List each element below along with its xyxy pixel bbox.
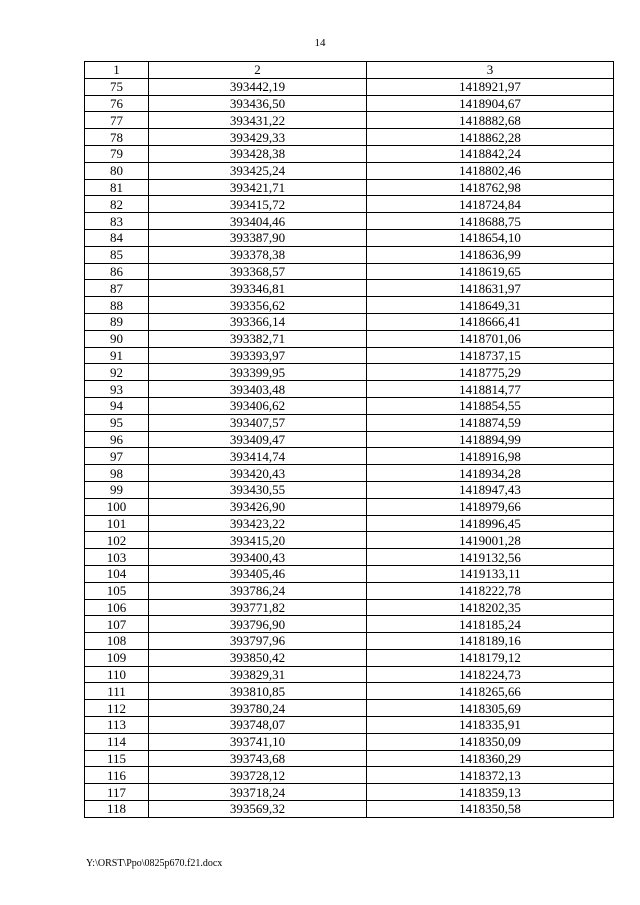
point-number-cell: 117 — [85, 784, 149, 801]
header-cell-1: 1 — [85, 62, 149, 79]
x-coordinate-cell: 393356,62 — [149, 297, 367, 314]
table-row — [85, 129, 614, 146]
y-coordinate-cell: 1418185,24 — [367, 616, 614, 633]
point-number-cell: 83 — [85, 213, 149, 230]
point-number-cell: 118 — [85, 801, 149, 818]
x-coordinate-cell: 393426,90 — [149, 498, 367, 515]
x-coordinate-cell: 393393,97 — [149, 347, 367, 364]
point-number-cell: 109 — [85, 649, 149, 666]
point-number-cell: 98 — [85, 465, 149, 482]
x-coordinate-cell: 393415,20 — [149, 532, 367, 549]
point-number-cell: 92 — [85, 364, 149, 381]
x-coordinate-cell: 393850,42 — [149, 649, 367, 666]
table-row — [85, 364, 614, 381]
y-coordinate-cell: 1418921,97 — [367, 78, 614, 95]
table-row — [85, 649, 614, 666]
table-row — [85, 347, 614, 364]
y-coordinate-cell: 1418701,06 — [367, 330, 614, 347]
table-row — [85, 599, 614, 616]
point-number-cell: 116 — [85, 767, 149, 784]
x-coordinate-cell: 393797,96 — [149, 633, 367, 650]
table-row — [85, 397, 614, 414]
y-coordinate-cell: 1418904,67 — [367, 95, 614, 112]
point-number-cell: 106 — [85, 599, 149, 616]
x-coordinate-cell: 393420,43 — [149, 465, 367, 482]
y-coordinate-cell: 1418649,31 — [367, 297, 614, 314]
y-coordinate-cell: 1418222,78 — [367, 582, 614, 599]
y-coordinate-cell: 1418335,91 — [367, 717, 614, 734]
y-coordinate-cell: 1418947,43 — [367, 481, 614, 498]
y-coordinate-cell: 1418842,24 — [367, 145, 614, 162]
point-number-cell: 86 — [85, 263, 149, 280]
y-coordinate-cell: 1418724,84 — [367, 196, 614, 213]
x-coordinate-cell: 393436,50 — [149, 95, 367, 112]
x-coordinate-cell: 393810,85 — [149, 683, 367, 700]
table-row — [85, 582, 614, 599]
table-row — [85, 213, 614, 230]
point-number-cell: 93 — [85, 381, 149, 398]
table-row — [85, 162, 614, 179]
table-row — [85, 196, 614, 213]
x-coordinate-cell: 393796,90 — [149, 616, 367, 633]
y-coordinate-cell: 1419133,11 — [367, 565, 614, 582]
table-row — [85, 313, 614, 330]
table-row — [85, 767, 614, 784]
point-number-cell: 104 — [85, 565, 149, 582]
point-number-cell: 105 — [85, 582, 149, 599]
table-row — [85, 297, 614, 314]
point-number-cell: 90 — [85, 330, 149, 347]
y-coordinate-cell: 1418636,99 — [367, 246, 614, 263]
point-number-cell: 115 — [85, 750, 149, 767]
point-number-cell: 112 — [85, 700, 149, 717]
y-coordinate-cell: 1419132,56 — [367, 549, 614, 566]
x-coordinate-cell: 393366,14 — [149, 313, 367, 330]
y-coordinate-cell: 1418737,15 — [367, 347, 614, 364]
table-row — [85, 330, 614, 347]
point-number-cell: 78 — [85, 129, 149, 146]
x-coordinate-cell: 393442,19 — [149, 78, 367, 95]
point-number-cell: 89 — [85, 313, 149, 330]
table-row — [85, 532, 614, 549]
y-coordinate-cell: 1418360,29 — [367, 750, 614, 767]
y-coordinate-cell: 1418894,99 — [367, 431, 614, 448]
table-row — [85, 448, 614, 465]
table-row — [85, 498, 614, 515]
table-row — [85, 431, 614, 448]
y-coordinate-cell: 1418189,16 — [367, 633, 614, 650]
y-coordinate-cell: 1418916,98 — [367, 448, 614, 465]
y-coordinate-cell: 1419001,28 — [367, 532, 614, 549]
table-header-row — [85, 62, 614, 79]
table-row — [85, 263, 614, 280]
point-number-cell: 103 — [85, 549, 149, 566]
y-coordinate-cell: 1418854,55 — [367, 397, 614, 414]
point-number-cell: 76 — [85, 95, 149, 112]
x-coordinate-cell: 393387,90 — [149, 229, 367, 246]
y-coordinate-cell: 1418874,59 — [367, 414, 614, 431]
y-coordinate-cell: 1418666,41 — [367, 313, 614, 330]
x-coordinate-cell: 393414,74 — [149, 448, 367, 465]
table-row — [85, 666, 614, 683]
point-number-cell: 94 — [85, 397, 149, 414]
point-number-cell: 84 — [85, 229, 149, 246]
x-coordinate-cell: 393368,57 — [149, 263, 367, 280]
footer-file-path: Y:\ORST\Ppo\0825p670.f21.docx — [86, 858, 223, 869]
y-coordinate-cell: 1418359,13 — [367, 784, 614, 801]
x-coordinate-cell: 393743,68 — [149, 750, 367, 767]
table-row — [85, 481, 614, 498]
x-coordinate-cell: 393404,46 — [149, 213, 367, 230]
table-row — [85, 381, 614, 398]
point-number-cell: 99 — [85, 481, 149, 498]
y-coordinate-cell: 1418882,68 — [367, 112, 614, 129]
table-row — [85, 717, 614, 734]
x-coordinate-cell: 393421,71 — [149, 179, 367, 196]
x-coordinate-cell: 393405,46 — [149, 565, 367, 582]
y-coordinate-cell: 1418775,29 — [367, 364, 614, 381]
x-coordinate-cell: 393728,12 — [149, 767, 367, 784]
coordinates-table — [84, 61, 614, 818]
x-coordinate-cell: 393423,22 — [149, 515, 367, 532]
x-coordinate-cell: 393407,57 — [149, 414, 367, 431]
x-coordinate-cell: 393415,72 — [149, 196, 367, 213]
x-coordinate-cell: 393780,24 — [149, 700, 367, 717]
y-coordinate-cell: 1418862,28 — [367, 129, 614, 146]
point-number-cell: 111 — [85, 683, 149, 700]
y-coordinate-cell: 1418179,12 — [367, 649, 614, 666]
y-coordinate-cell: 1418224,73 — [367, 666, 614, 683]
point-number-cell: 81 — [85, 179, 149, 196]
point-number-cell: 88 — [85, 297, 149, 314]
point-number-cell: 79 — [85, 145, 149, 162]
table-row — [85, 633, 614, 650]
table-row — [85, 246, 614, 263]
table-row — [85, 465, 614, 482]
point-number-cell: 96 — [85, 431, 149, 448]
x-coordinate-cell: 393346,81 — [149, 280, 367, 297]
x-coordinate-cell: 393748,07 — [149, 717, 367, 734]
y-coordinate-cell: 1418619,65 — [367, 263, 614, 280]
point-number-cell: 95 — [85, 414, 149, 431]
point-number-cell: 113 — [85, 717, 149, 734]
y-coordinate-cell: 1418350,58 — [367, 801, 614, 818]
header-cell-2: 2 — [149, 62, 367, 79]
point-number-cell: 80 — [85, 162, 149, 179]
table-row — [85, 733, 614, 750]
point-number-cell: 87 — [85, 280, 149, 297]
table-row — [85, 112, 614, 129]
y-coordinate-cell: 1418202,35 — [367, 599, 614, 616]
x-coordinate-cell: 393400,43 — [149, 549, 367, 566]
y-coordinate-cell: 1418265,66 — [367, 683, 614, 700]
x-coordinate-cell: 393430,55 — [149, 481, 367, 498]
x-coordinate-cell: 393399,95 — [149, 364, 367, 381]
x-coordinate-cell: 393428,38 — [149, 145, 367, 162]
table-header — [85, 62, 614, 79]
table-row — [85, 145, 614, 162]
y-coordinate-cell: 1418802,46 — [367, 162, 614, 179]
x-coordinate-cell: 393786,24 — [149, 582, 367, 599]
y-coordinate-cell: 1418814,77 — [367, 381, 614, 398]
x-coordinate-cell: 393771,82 — [149, 599, 367, 616]
page-number: 14 — [314, 37, 326, 49]
x-coordinate-cell: 393429,33 — [149, 129, 367, 146]
x-coordinate-cell: 393741,10 — [149, 733, 367, 750]
header-cell-3: 3 — [367, 62, 614, 79]
x-coordinate-cell: 393569,32 — [149, 801, 367, 818]
y-coordinate-cell: 1418762,98 — [367, 179, 614, 196]
table-row — [85, 784, 614, 801]
x-coordinate-cell: 393425,24 — [149, 162, 367, 179]
point-number-cell: 97 — [85, 448, 149, 465]
point-number-cell: 77 — [85, 112, 149, 129]
table-row — [85, 616, 614, 633]
y-coordinate-cell: 1418372,13 — [367, 767, 614, 784]
table-row — [85, 565, 614, 582]
table-row — [85, 549, 614, 566]
point-number-cell: 82 — [85, 196, 149, 213]
table-body — [85, 78, 614, 817]
table-row — [85, 801, 614, 818]
table-row — [85, 280, 614, 297]
table-row — [85, 750, 614, 767]
point-number-cell: 100 — [85, 498, 149, 515]
x-coordinate-cell: 393378,38 — [149, 246, 367, 263]
point-number-cell: 108 — [85, 633, 149, 650]
y-coordinate-cell: 1418934,28 — [367, 465, 614, 482]
y-coordinate-cell: 1418688,75 — [367, 213, 614, 230]
y-coordinate-cell: 1418979,66 — [367, 498, 614, 515]
y-coordinate-cell: 1418631,97 — [367, 280, 614, 297]
y-coordinate-cell: 1418996,45 — [367, 515, 614, 532]
point-number-cell: 91 — [85, 347, 149, 364]
point-number-cell: 75 — [85, 78, 149, 95]
table-row — [85, 700, 614, 717]
point-number-cell: 114 — [85, 733, 149, 750]
x-coordinate-cell: 393409,47 — [149, 431, 367, 448]
x-coordinate-cell: 393406,62 — [149, 397, 367, 414]
point-number-cell: 85 — [85, 246, 149, 263]
point-number-cell: 110 — [85, 666, 149, 683]
table-row — [85, 229, 614, 246]
x-coordinate-cell: 393382,71 — [149, 330, 367, 347]
x-coordinate-cell: 393431,22 — [149, 112, 367, 129]
x-coordinate-cell: 393829,31 — [149, 666, 367, 683]
y-coordinate-cell: 1418305,69 — [367, 700, 614, 717]
table-row — [85, 179, 614, 196]
point-number-cell: 102 — [85, 532, 149, 549]
table-row — [85, 95, 614, 112]
table-row — [85, 683, 614, 700]
x-coordinate-cell: 393403,48 — [149, 381, 367, 398]
x-coordinate-cell: 393718,24 — [149, 784, 367, 801]
point-number-cell: 101 — [85, 515, 149, 532]
y-coordinate-cell: 1418654,10 — [367, 229, 614, 246]
table-row — [85, 515, 614, 532]
table-row — [85, 414, 614, 431]
table-row — [85, 78, 614, 95]
y-coordinate-cell: 1418350,09 — [367, 733, 614, 750]
point-number-cell: 107 — [85, 616, 149, 633]
